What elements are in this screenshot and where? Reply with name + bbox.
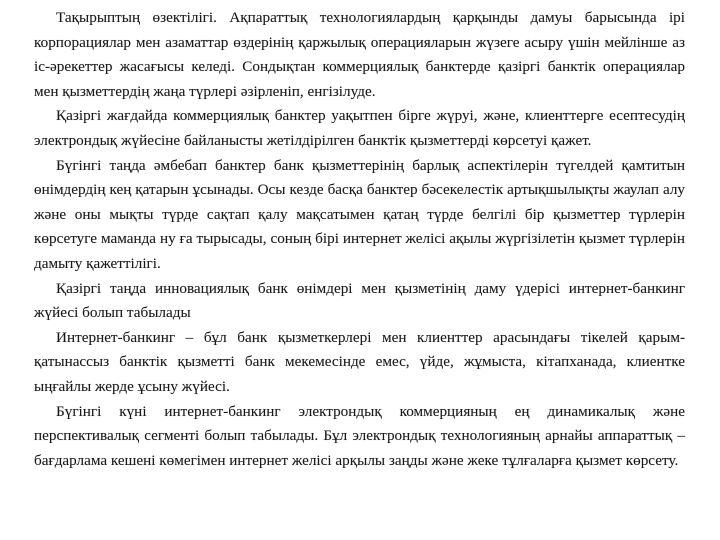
paragraph-universal-banks: Бүгінгі таңда әмбебап банктер банк қызметтерінің барлық аспектілерін түгелдей қамтитын өнімдердің кең қатарын ұсынады. Осы кезде басқа банктер бәсекелестік артықшылықты жаулап алу және оны мықты түрде сақтап қалу мақсатымен қатаң түрде белгілі бір қызметтер түрлерін көрсетуге маманда ну ға тырысады, соның бірі интернет желісі ақылы жүргізілетін қызмет түрлерін дамыту қажеттілігі. <box>34 156 685 272</box>
paragraph-relevance: Тақырыптың өзектілігі. Ақпараттық технологиялардың қарқынды дамуы барысында ірі корпорациялар мен азаматтар өздерінің қаржылық операцияларын жүзеге асыру үшін мейлінше аз іс-әрекеттер жасағысы келеді. Сондықтан коммерциялық банктерде қазіргі банктік операциялар мен қызметтердің жаңа түрлері әзірленіп, енгізілуде. <box>34 9 685 100</box>
document-body <box>34 6 685 473</box>
paragraph-internet-banking-today: Бүгінгі күні интернет-банкинг электрондық коммерцияның ең динамикалық және перспективалық сегменті болып табылады. Бұл электрондық технологияның арнайы аппараттық – бағдарлама кешені көмегімен интернет желісі арқылы заңды және жеке тұлғаларға қызмет көрсету. <box>34 402 685 469</box>
paragraph-current-situation: Қазіргі жағдайда коммерциялық банктер уақытпен бірге жүруі, және, клиенттерге есептесудің электрондық жүйесіне байланысты жетілдірілген банктік қызметтерді көрсетуі қажет. <box>34 107 685 149</box>
paragraph-internet-banking-definition: Интернет-банкинг – бұл банк қызметкерлері мен клиенттер арасындағы тікелей қарым-қатынассыз банктік қызметті банк мекемесінде емес, үйде, жұмыста, кітапханада, клиентке ыңғайлы жерде ұсыну жүйесі. <box>34 328 685 395</box>
paragraph-innovation: Қазіргі таңда инновациялық банк өнімдері мен қызметінің даму үдерісі интернет-банкинг жүйесі болып табылады <box>34 279 685 322</box>
